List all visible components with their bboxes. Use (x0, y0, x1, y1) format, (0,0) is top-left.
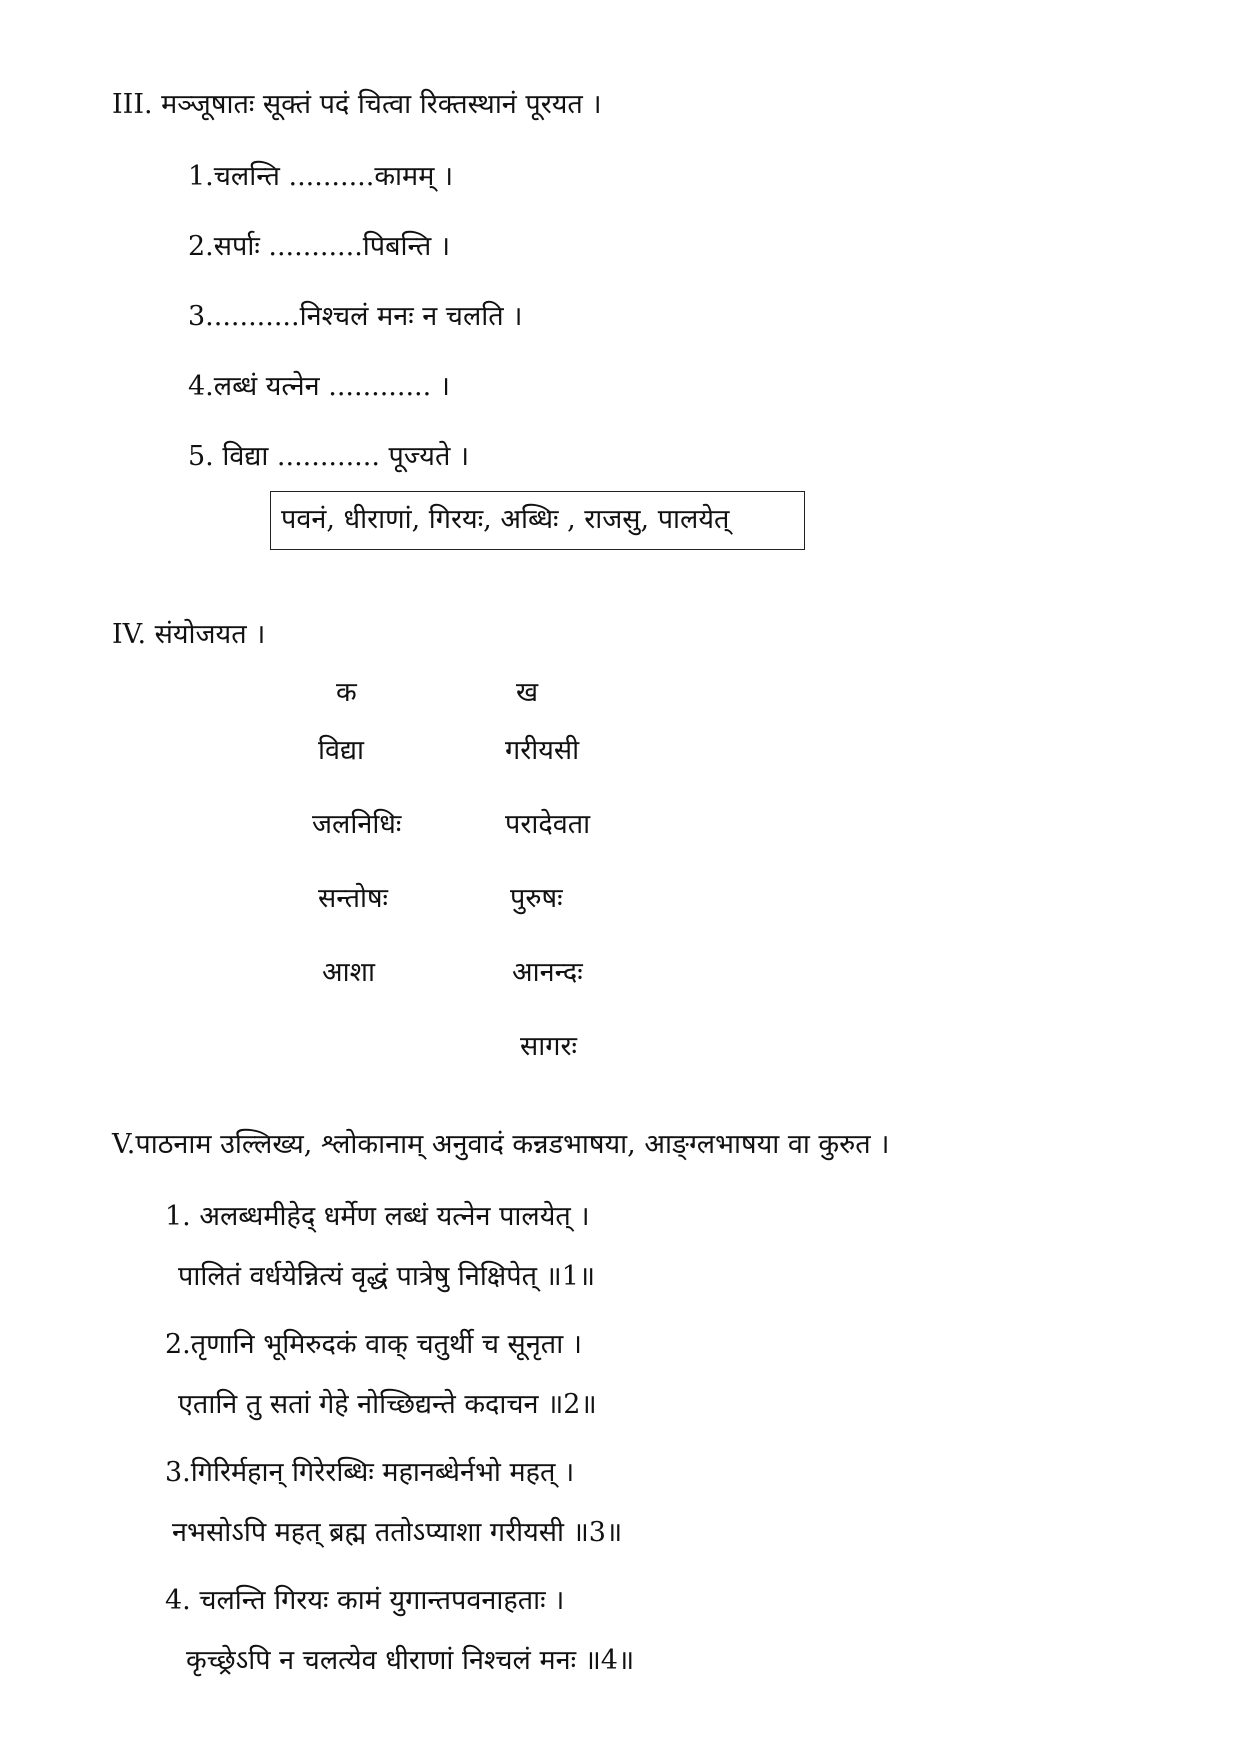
fill-blank-item-3: 3...........निश्चलं मनः न चलति । (188, 301, 523, 332)
match-b-item-5: सागरः (520, 1031, 577, 1062)
section-3-heading: III. मञ्जूषातः सूक्तं पदं चित्वा रिक्तस्थानं पूरयत । (112, 89, 602, 120)
verse-2-line-1: 2.तृणानि भूमिरुदकं वाक् चतुर्थी च सूनृता । (165, 1329, 582, 1360)
verse-3-line-2: नभसोऽपि महत् ब्रह्म ततोऽप्याशा गरीयसी ॥3॥ (172, 1517, 623, 1548)
fill-blank-item-5: 5. विद्या ............ पूज्यते । (188, 441, 470, 472)
fill-blank-item-1: 1.चलन्ति ..........कामम् । (188, 161, 454, 192)
verse-1-line-1: 1. अलब्धमीहेद् धर्मेण लब्धं यत्नेन पालयेत् । (165, 1201, 590, 1232)
verse-3-line-1: 3.गिरिर्महान् गिरेरब्धिः महानब्धेर्नभो महत् । (165, 1457, 575, 1488)
match-a-item-2: जलनिधिः (312, 809, 402, 840)
fill-blank-item-4: 4.लब्धं यत्नेन ............ । (188, 371, 451, 402)
verse-1-line-2: पालितं वर्धयेन्नित्यं वृद्धं पात्रेषु निक्षिपेत् ॥1॥ (178, 1261, 596, 1292)
verse-4-line-2: कृच्छ्रेऽपि न चलत्येव धीराणां निश्चलं मनः ॥4॥ (186, 1645, 635, 1676)
match-a-item-3: सन्तोषः (318, 883, 389, 914)
match-a-item-1: विद्या (318, 735, 365, 766)
match-b-item-2: परादेवता (505, 809, 591, 840)
column-a-header: क (336, 677, 357, 708)
word-box: पवनं, धीराणां, गिरयः, अब्धिः , राजसु, पालयेत् (270, 491, 805, 550)
column-b-header: ख (516, 677, 539, 708)
fill-blank-item-2: 2.सर्पाः ...........पिबन्ति । (188, 231, 451, 262)
match-b-item-4: आनन्दः (512, 957, 583, 988)
match-b-item-3: पुरुषः (510, 883, 563, 914)
section-5-heading: V.पाठनाम उल्लिख्य, श्लोकानाम् अनुवादं कन्नडभाषया, आङ्ग्लभाषया वा कुरुत । (112, 1129, 890, 1160)
match-a-item-4: आशा (322, 957, 375, 988)
verse-4-line-1: 4. चलन्ति गिरयः कामं युगान्तपवनाहताः । (165, 1585, 565, 1616)
match-b-item-1: गरीयसी (505, 735, 580, 766)
verse-2-line-2: एतानि तु सतां गेहे नोच्छिद्यन्ते कदाचन ॥2॥ (178, 1389, 597, 1420)
section-4-heading: IV. संयोजयत । (112, 619, 266, 650)
